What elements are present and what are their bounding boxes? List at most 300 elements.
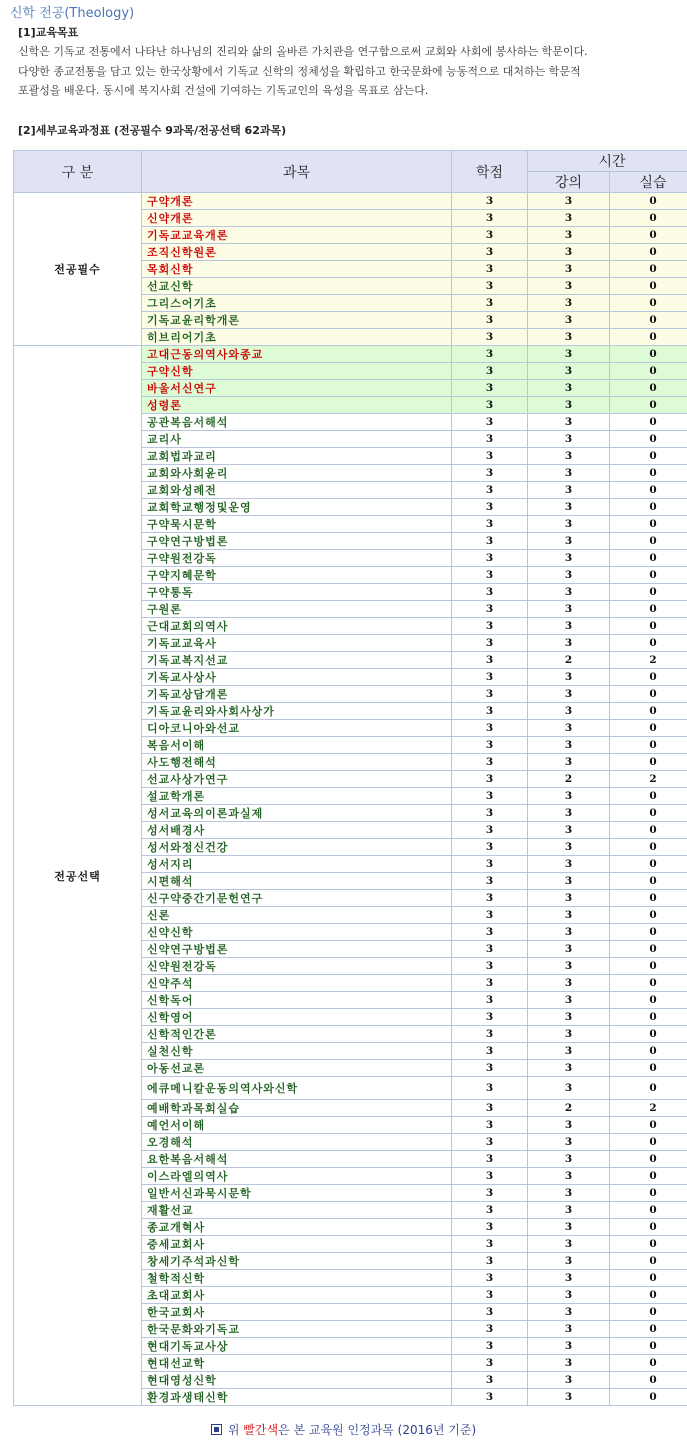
lecture-hours-cell: 3 (528, 958, 610, 975)
curriculum-table (13, 150, 687, 1406)
course-name-cell: 신론 (142, 907, 452, 924)
credits-cell: 3 (452, 754, 528, 771)
practice-hours-cell: 0 (610, 924, 687, 941)
lecture-hours-cell: 3 (528, 669, 610, 686)
course-name-cell: 사도행전해석 (142, 754, 452, 771)
course-name-cell: 성서와정신건강 (142, 839, 452, 856)
lecture-hours-cell: 3 (528, 550, 610, 567)
lecture-hours-cell: 3 (528, 329, 610, 346)
lecture-hours-cell: 3 (528, 1355, 610, 1372)
practice-hours-cell: 0 (610, 1253, 687, 1270)
lecture-hours-cell: 3 (528, 516, 610, 533)
practice-hours-cell: 0 (610, 703, 687, 720)
practice-hours-cell: 0 (610, 1202, 687, 1219)
practice-hours-cell: 0 (610, 788, 687, 805)
lecture-hours-cell: 3 (528, 737, 610, 754)
lecture-hours-cell: 3 (528, 482, 610, 499)
credits-cell: 3 (452, 431, 528, 448)
course-name-cell: 한국교회사 (142, 1304, 452, 1321)
credits-cell: 3 (452, 1026, 528, 1043)
course-name-cell: 교리사 (142, 431, 452, 448)
credits-cell: 3 (452, 1100, 528, 1117)
practice-hours-cell: 2 (610, 1100, 687, 1117)
course-name-cell: 철학적신학 (142, 1270, 452, 1287)
practice-hours-cell: 0 (610, 737, 687, 754)
practice-hours-cell: 0 (610, 567, 687, 584)
practice-hours-cell: 0 (610, 1219, 687, 1236)
credits-cell: 3 (452, 975, 528, 992)
course-name-cell: 구약신학 (142, 363, 452, 380)
credits-cell: 3 (452, 822, 528, 839)
practice-hours-cell: 0 (610, 329, 687, 346)
category-cell: 전공선택 (14, 346, 142, 1406)
practice-hours-cell: 0 (610, 1026, 687, 1043)
footnote-prefix: 위 (227, 1423, 244, 1437)
credits-cell: 3 (452, 1202, 528, 1219)
lecture-hours-cell: 3 (528, 618, 610, 635)
course-name-cell: 이스라엘의역사 (142, 1168, 452, 1185)
practice-hours-cell: 0 (610, 1304, 687, 1321)
course-name-cell: 조직신학원론 (142, 244, 452, 261)
course-name-cell: 구원론 (142, 601, 452, 618)
course-name-cell: 구약연구방법론 (142, 533, 452, 550)
course-name-cell: 공관복음서해석 (142, 414, 452, 431)
credits-cell: 3 (452, 1338, 528, 1355)
credits-cell: 3 (452, 1270, 528, 1287)
course-name-cell: 근대교회의역사 (142, 618, 452, 635)
practice-hours-cell: 0 (610, 1009, 687, 1026)
lecture-hours-cell: 3 (528, 1009, 610, 1026)
practice-hours-cell: 0 (610, 1321, 687, 1338)
credits-cell: 3 (452, 448, 528, 465)
table-row (14, 346, 687, 363)
practice-hours-cell: 0 (610, 839, 687, 856)
practice-hours-cell: 0 (610, 1389, 687, 1406)
lecture-hours-cell: 3 (528, 1043, 610, 1060)
practice-hours-cell: 2 (610, 771, 687, 788)
intro-line: 포괄성을 배운다. 동시에 복지사회 건설에 기여하는 기독교인의 육성을 목표로 삼는다. (18, 84, 429, 97)
practice-hours-cell: 0 (610, 890, 687, 907)
lecture-hours-cell: 3 (528, 703, 610, 720)
lecture-hours-cell: 3 (528, 227, 610, 244)
lecture-hours-cell: 3 (528, 1270, 610, 1287)
practice-hours-cell: 0 (610, 244, 687, 261)
practice-hours-cell: 0 (610, 380, 687, 397)
credits-cell: 3 (452, 1151, 528, 1168)
lecture-hours-cell: 3 (528, 839, 610, 856)
credits-cell: 3 (452, 992, 528, 1009)
credits-cell: 3 (452, 295, 528, 312)
credits-cell: 3 (452, 652, 528, 669)
practice-hours-cell: 0 (610, 618, 687, 635)
practice-hours-cell: 0 (610, 227, 687, 244)
credits-cell: 3 (452, 584, 528, 601)
practice-hours-cell: 0 (610, 975, 687, 992)
course-name-cell: 바울서신연구 (142, 380, 452, 397)
practice-hours-cell: 0 (610, 873, 687, 890)
credits-cell: 3 (452, 1009, 528, 1026)
credits-cell: 3 (452, 346, 528, 363)
credits-cell: 3 (452, 703, 528, 720)
course-name-cell: 선교신학 (142, 278, 452, 295)
lecture-hours-cell: 3 (528, 975, 610, 992)
intro-line: 다양한 종교전통을 담고 있는 한국상황에서 기독교 신학의 정체성을 확립하고 한국문화에 능동적으로 대처하는 학문적 (18, 64, 581, 78)
course-name-cell: 성서배경사 (142, 822, 452, 839)
lecture-hours-cell: 3 (528, 754, 610, 771)
credits-cell: 3 (452, 210, 528, 227)
lecture-hours-cell: 3 (528, 584, 610, 601)
credits-cell: 3 (452, 958, 528, 975)
credits-cell: 3 (452, 924, 528, 941)
lecture-hours-cell: 3 (528, 1060, 610, 1077)
course-name-cell: 신학적인간론 (142, 1026, 452, 1043)
lecture-hours-cell: 3 (528, 686, 610, 703)
practice-hours-cell: 0 (610, 482, 687, 499)
practice-hours-cell: 0 (610, 1338, 687, 1355)
credits-cell: 3 (452, 1168, 528, 1185)
credits-cell: 3 (452, 771, 528, 788)
lecture-hours-cell: 3 (528, 533, 610, 550)
lecture-hours-cell: 3 (528, 346, 610, 363)
intro-line: 신학은 기독교 전통에서 나타난 하나님의 진리와 삶의 올바른 가치관을 연구함으로써 교회와 사회에 봉사하는 학문이다. (18, 45, 588, 58)
course-name-cell: 신학독어 (142, 992, 452, 1009)
practice-hours-cell: 0 (610, 1168, 687, 1185)
practice-hours-cell: 0 (610, 278, 687, 295)
practice-hours-cell: 0 (610, 1043, 687, 1060)
credits-cell: 3 (452, 737, 528, 754)
credits-cell: 3 (452, 601, 528, 618)
lecture-hours-cell: 3 (528, 924, 610, 941)
header-hours: 시간 (528, 151, 687, 172)
course-name-cell: 재활선교 (142, 1202, 452, 1219)
footnote (0, 1421, 687, 1438)
practice-hours-cell: 0 (610, 686, 687, 703)
credits-cell: 3 (452, 618, 528, 635)
lecture-hours-cell: 3 (528, 363, 610, 380)
lecture-hours-cell: 3 (528, 1389, 610, 1406)
credits-cell: 3 (452, 567, 528, 584)
practice-hours-cell: 0 (610, 499, 687, 516)
practice-hours-cell: 0 (610, 856, 687, 873)
course-name-cell: 예배학과목회실습 (142, 1100, 452, 1117)
lecture-hours-cell: 2 (528, 1100, 610, 1117)
lecture-hours-cell: 3 (528, 261, 610, 278)
course-name-cell: 복음서이해 (142, 737, 452, 754)
credits-cell: 3 (452, 873, 528, 890)
header-category: 구 분 (14, 151, 142, 193)
course-name-cell: 시편해석 (142, 873, 452, 890)
practice-hours-cell: 0 (610, 1151, 687, 1168)
lecture-hours-cell: 3 (528, 941, 610, 958)
lecture-hours-cell: 3 (528, 1236, 610, 1253)
practice-hours-cell: 0 (610, 312, 687, 329)
lecture-hours-cell: 3 (528, 414, 610, 431)
lecture-hours-cell: 3 (528, 244, 610, 261)
lecture-hours-cell: 3 (528, 720, 610, 737)
lecture-hours-cell: 3 (528, 890, 610, 907)
lecture-hours-cell: 3 (528, 448, 610, 465)
lecture-hours-cell: 3 (528, 907, 610, 924)
header-course: 과목 (142, 151, 452, 193)
lecture-hours-cell: 3 (528, 295, 610, 312)
lecture-hours-cell: 3 (528, 567, 610, 584)
lecture-hours-cell: 3 (528, 856, 610, 873)
practice-hours-cell: 0 (610, 1077, 687, 1100)
practice-hours-cell: 0 (610, 448, 687, 465)
practice-hours-cell: 0 (610, 516, 687, 533)
credits-cell: 3 (452, 465, 528, 482)
credits-cell: 3 (452, 1236, 528, 1253)
lecture-hours-cell: 3 (528, 465, 610, 482)
credits-cell: 3 (452, 1134, 528, 1151)
credits-cell: 3 (452, 312, 528, 329)
header-lecture: 강의 (528, 172, 610, 193)
credits-cell: 3 (452, 482, 528, 499)
course-name-cell: 그리스어기초 (142, 295, 452, 312)
course-name-cell: 현대선교학 (142, 1355, 452, 1372)
practice-hours-cell: 0 (610, 550, 687, 567)
credits-cell: 3 (452, 907, 528, 924)
table-header (14, 151, 687, 193)
lecture-hours-cell: 3 (528, 210, 610, 227)
course-name-cell: 기독교윤리학개론 (142, 312, 452, 329)
practice-hours-cell: 0 (610, 1117, 687, 1134)
lecture-hours-cell: 3 (528, 601, 610, 618)
credits-cell: 3 (452, 669, 528, 686)
lecture-hours-cell: 3 (528, 1134, 610, 1151)
section-heading-curriculum: [2]세부교육과정표 (전공필수 9과목/전공선택 62과목) (18, 124, 287, 137)
lecture-hours-cell: 3 (528, 397, 610, 414)
credits-cell: 3 (452, 278, 528, 295)
credits-cell: 3 (452, 499, 528, 516)
course-name-cell: 요한복음서해석 (142, 1151, 452, 1168)
course-name-cell: 교회와성례전 (142, 482, 452, 499)
credits-cell: 3 (452, 363, 528, 380)
lecture-hours-cell: 3 (528, 992, 610, 1009)
credits-cell: 3 (452, 1372, 528, 1389)
course-name-cell: 구약개론 (142, 193, 452, 210)
course-name-cell: 디아코니아와선교 (142, 720, 452, 737)
credits-cell: 3 (452, 1219, 528, 1236)
course-name-cell: 교회와사회윤리 (142, 465, 452, 482)
practice-hours-cell: 0 (610, 363, 687, 380)
practice-hours-cell: 0 (610, 669, 687, 686)
course-name-cell: 히브리어기초 (142, 329, 452, 346)
lecture-hours-cell: 3 (528, 1372, 610, 1389)
lecture-hours-cell: 3 (528, 1026, 610, 1043)
course-name-cell: 신약원전강독 (142, 958, 452, 975)
course-name-cell: 오경해석 (142, 1134, 452, 1151)
course-name-cell: 일반서신과묵시문학 (142, 1185, 452, 1202)
credits-cell: 3 (452, 1117, 528, 1134)
course-name-cell: 기독교윤리와사회사상가 (142, 703, 452, 720)
course-name-cell: 신구약중간기문헌연구 (142, 890, 452, 907)
course-name-cell: 현대영성신학 (142, 1372, 452, 1389)
credits-cell: 3 (452, 227, 528, 244)
credits-cell: 3 (452, 550, 528, 567)
credits-cell: 3 (452, 941, 528, 958)
lecture-hours-cell: 3 (528, 788, 610, 805)
practice-hours-cell: 0 (610, 261, 687, 278)
lecture-hours-cell: 3 (528, 805, 610, 822)
course-name-cell: 중세교회사 (142, 1236, 452, 1253)
header-credits: 학점 (452, 151, 528, 193)
credits-cell: 3 (452, 329, 528, 346)
credits-cell: 3 (452, 1287, 528, 1304)
credits-cell: 3 (452, 397, 528, 414)
intro-paragraph (18, 42, 672, 101)
category-cell: 전공필수 (14, 193, 142, 346)
course-name-cell: 교회법과교리 (142, 448, 452, 465)
header-practice: 실습 (610, 172, 687, 193)
lecture-hours-cell: 3 (528, 499, 610, 516)
lecture-hours-cell: 3 (528, 873, 610, 890)
credits-cell: 3 (452, 261, 528, 278)
practice-hours-cell: 0 (610, 1355, 687, 1372)
course-name-cell: 신약주석 (142, 975, 452, 992)
credits-cell: 3 (452, 414, 528, 431)
lecture-hours-cell: 3 (528, 1253, 610, 1270)
course-name-cell: 신약연구방법론 (142, 941, 452, 958)
square-bullet-icon (211, 1424, 222, 1435)
practice-hours-cell: 0 (610, 346, 687, 363)
practice-hours-cell: 0 (610, 720, 687, 737)
course-name-cell: 신약신학 (142, 924, 452, 941)
credits-cell: 3 (452, 516, 528, 533)
credits-cell: 3 (452, 686, 528, 703)
credits-cell: 3 (452, 1185, 528, 1202)
practice-hours-cell: 0 (610, 1236, 687, 1253)
course-name-cell: 기독교상담개론 (142, 686, 452, 703)
lecture-hours-cell: 3 (528, 1168, 610, 1185)
lecture-hours-cell: 2 (528, 771, 610, 788)
course-name-cell: 설교학개론 (142, 788, 452, 805)
section-heading-goals: [1]교육목표 (18, 26, 79, 39)
course-name-cell: 실천신학 (142, 1043, 452, 1060)
credits-cell: 3 (452, 1077, 528, 1100)
lecture-hours-cell: 3 (528, 1151, 610, 1168)
table-body (14, 193, 687, 1406)
practice-hours-cell: 0 (610, 1270, 687, 1287)
practice-hours-cell: 0 (610, 1134, 687, 1151)
lecture-hours-cell: 3 (528, 431, 610, 448)
course-name-cell: 구약묵시문학 (142, 516, 452, 533)
course-name-cell: 환경과생태신학 (142, 1389, 452, 1406)
practice-hours-cell: 0 (610, 397, 687, 414)
page-title: 신학 전공(Theology) (10, 6, 135, 21)
practice-hours-cell: 0 (610, 193, 687, 210)
credits-cell: 3 (452, 1355, 528, 1372)
table-row (14, 193, 687, 210)
practice-hours-cell: 0 (610, 1185, 687, 1202)
practice-hours-cell: 0 (610, 210, 687, 227)
practice-hours-cell: 0 (610, 958, 687, 975)
footnote-suffix: 은 본 교육원 인정과목 (2016년 기준) (278, 1423, 477, 1437)
credits-cell: 3 (452, 193, 528, 210)
credits-cell: 3 (452, 1253, 528, 1270)
lecture-hours-cell: 3 (528, 312, 610, 329)
lecture-hours-cell: 3 (528, 193, 610, 210)
practice-hours-cell: 0 (610, 1060, 687, 1077)
lecture-hours-cell: 3 (528, 1338, 610, 1355)
credits-cell: 3 (452, 380, 528, 397)
footnote-highlight: 빨간색 (243, 1423, 279, 1437)
credits-cell: 3 (452, 856, 528, 873)
credits-cell: 3 (452, 244, 528, 261)
credits-cell: 3 (452, 1304, 528, 1321)
practice-hours-cell: 0 (610, 601, 687, 618)
credits-cell: 3 (452, 839, 528, 856)
credits-cell: 3 (452, 805, 528, 822)
practice-hours-cell: 0 (610, 992, 687, 1009)
course-name-cell: 기독교교육개론 (142, 227, 452, 244)
course-name-cell: 기독교복지선교 (142, 652, 452, 669)
credits-cell: 3 (452, 533, 528, 550)
course-name-cell: 구약통독 (142, 584, 452, 601)
course-name-cell: 기독교교육사 (142, 635, 452, 652)
lecture-hours-cell: 3 (528, 635, 610, 652)
practice-hours-cell: 0 (610, 584, 687, 601)
course-name-cell: 아동선교론 (142, 1060, 452, 1077)
course-name-cell: 현대기독교사상 (142, 1338, 452, 1355)
lecture-hours-cell: 3 (528, 1219, 610, 1236)
course-name-cell: 성서교육의이론과실제 (142, 805, 452, 822)
lecture-hours-cell: 3 (528, 1077, 610, 1100)
course-name-cell: 에큐메니칼운동의역사와신학 (142, 1077, 452, 1100)
practice-hours-cell: 0 (610, 1287, 687, 1304)
practice-hours-cell: 0 (610, 295, 687, 312)
credits-cell: 3 (452, 1389, 528, 1406)
credits-cell: 3 (452, 635, 528, 652)
practice-hours-cell: 0 (610, 754, 687, 771)
credits-cell: 3 (452, 890, 528, 907)
course-name-cell: 창세기주석과신학 (142, 1253, 452, 1270)
course-name-cell: 선교사상가연구 (142, 771, 452, 788)
course-name-cell: 교회학교행정및운영 (142, 499, 452, 516)
lecture-hours-cell: 3 (528, 1287, 610, 1304)
course-name-cell: 고대근동의역사와종교 (142, 346, 452, 363)
course-name-cell: 초대교회사 (142, 1287, 452, 1304)
lecture-hours-cell: 3 (528, 278, 610, 295)
credits-cell: 3 (452, 1060, 528, 1077)
practice-hours-cell: 0 (610, 805, 687, 822)
course-name-cell: 목회신학 (142, 261, 452, 278)
credits-cell: 3 (452, 720, 528, 737)
course-name-cell: 종교개혁사 (142, 1219, 452, 1236)
course-name-cell: 구약원전강독 (142, 550, 452, 567)
lecture-hours-cell: 3 (528, 1185, 610, 1202)
practice-hours-cell: 0 (610, 941, 687, 958)
practice-hours-cell: 0 (610, 414, 687, 431)
practice-hours-cell: 2 (610, 652, 687, 669)
course-name-cell: 신약개론 (142, 210, 452, 227)
practice-hours-cell: 0 (610, 533, 687, 550)
practice-hours-cell: 0 (610, 907, 687, 924)
lecture-hours-cell: 2 (528, 652, 610, 669)
credits-cell: 3 (452, 788, 528, 805)
credits-cell: 3 (452, 1043, 528, 1060)
lecture-hours-cell: 3 (528, 1304, 610, 1321)
lecture-hours-cell: 3 (528, 1202, 610, 1219)
lecture-hours-cell: 3 (528, 1321, 610, 1338)
course-name-cell: 한국문화와기독교 (142, 1321, 452, 1338)
lecture-hours-cell: 3 (528, 380, 610, 397)
course-name-cell: 구약지혜문학 (142, 567, 452, 584)
practice-hours-cell: 0 (610, 465, 687, 482)
practice-hours-cell: 0 (610, 431, 687, 448)
practice-hours-cell: 0 (610, 1372, 687, 1389)
practice-hours-cell: 0 (610, 635, 687, 652)
